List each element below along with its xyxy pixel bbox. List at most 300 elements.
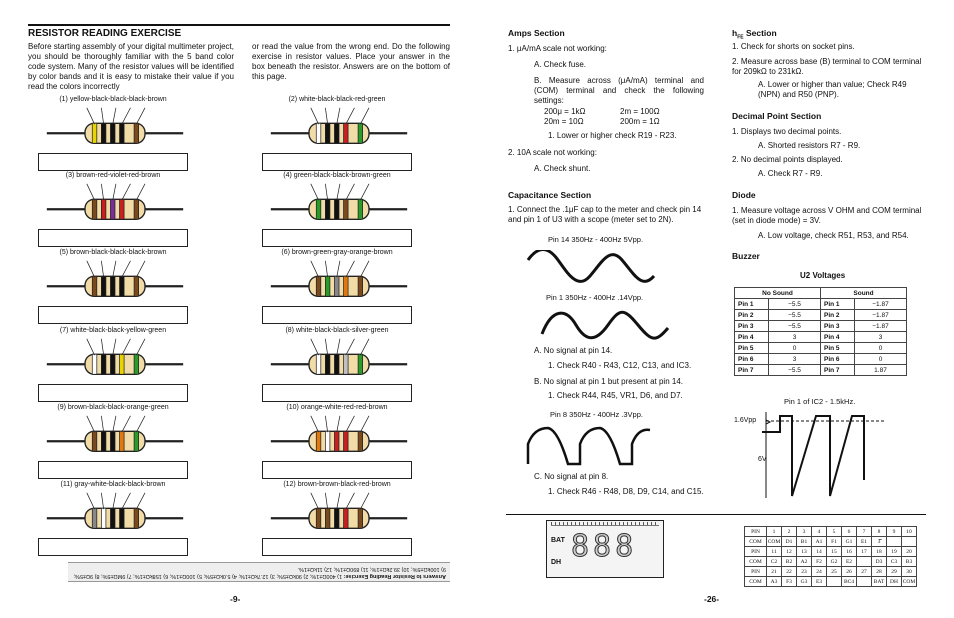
color-band: [344, 508, 349, 528]
color-band: [325, 508, 330, 528]
band-pointer: [87, 493, 95, 509]
pin-row: [745, 547, 917, 557]
u2-row: [735, 321, 907, 332]
band-pointer: [87, 184, 95, 200]
pin-cell: 9: [887, 527, 902, 537]
pin-row: [745, 537, 917, 547]
answer-box[interactable]: [38, 538, 188, 556]
pin-cell: D3: [872, 557, 887, 567]
answer-box[interactable]: [38, 153, 188, 171]
pin-cell: F3: [782, 577, 797, 587]
color-band: [134, 199, 139, 219]
pin-cell: 4: [812, 527, 827, 537]
left-page-number: -9-: [230, 594, 241, 604]
color-band: [134, 123, 139, 143]
u2-row: [735, 310, 907, 321]
amps-item1b: B. Measure across (μA/mA) terminal and (COM) terminal and check the following settings:: [534, 76, 704, 105]
answer-box[interactable]: [38, 306, 188, 324]
pin-row: [745, 567, 917, 577]
answers-panel: [68, 562, 450, 582]
decimal-item2: 2. No decimal points displayed.: [732, 155, 843, 164]
u2-cell: −1.87: [855, 321, 907, 332]
resistor-drawing: [264, 337, 414, 377]
diode-heading: Diode: [732, 190, 756, 200]
color-band: [101, 508, 106, 528]
pin-cell: 8: [872, 527, 887, 537]
sine-wave-014vpp: [538, 308, 678, 342]
pin-cell: E1: [857, 537, 872, 547]
u2-cell: Pin 3: [735, 321, 769, 332]
pin-cell: E3: [812, 577, 827, 587]
color-band: [325, 354, 330, 374]
pin-cell: 24: [812, 567, 827, 577]
amps-setting-2: 2m = 100Ω: [620, 107, 660, 116]
sine-wave-5vpp: [524, 250, 664, 286]
band-pointer: [360, 339, 369, 355]
v6-label: 6V: [758, 456, 767, 463]
band-pointer: [113, 184, 116, 200]
band-pointer: [87, 108, 95, 124]
u2-cell: Pin 6: [821, 354, 855, 365]
resistor-label: (4) green-black-black-brown-green: [283, 172, 391, 179]
resistor-drawing: [40, 491, 190, 531]
pin-cell: F2: [812, 557, 827, 567]
pin-cell: 15: [827, 547, 842, 557]
color-band: [325, 123, 330, 143]
color-band: [358, 508, 363, 528]
pin-cell: G3: [797, 577, 812, 587]
color-band: [334, 354, 339, 374]
color-band: [134, 508, 139, 528]
pin-cell: A2: [797, 557, 812, 567]
answer-box[interactable]: [262, 538, 412, 556]
u2-cell: Pin 4: [735, 332, 769, 343]
band-pointer: [101, 339, 103, 355]
amps-item2: 2. 10A scale not working:: [508, 148, 597, 157]
pin-cell: B2: [782, 557, 797, 567]
band-pointer: [325, 493, 327, 509]
diode-item1: 1. Measure voltage across V OHM and COM terminal (set in diode mode) = 3V.: [732, 206, 922, 225]
band-pointer: [136, 184, 145, 200]
band-pointer: [337, 416, 340, 432]
pin-cell: BC4: [842, 577, 857, 587]
color-band: [316, 354, 321, 374]
color-band: [101, 354, 106, 374]
u2-cell: Pin 1: [735, 299, 769, 310]
u2-cell: Pin 3: [821, 321, 855, 332]
color-band: [120, 123, 125, 143]
resistor-drawing: [264, 491, 414, 531]
color-band: [101, 431, 106, 451]
decimal-item2a: A. Check R7 - R9.: [758, 169, 823, 178]
band-pointer: [101, 261, 103, 277]
lcd-pin-ticks: [551, 522, 659, 526]
u2-cell: 0: [855, 343, 907, 354]
resistor-drawing: [40, 259, 190, 299]
color-band: [120, 199, 125, 219]
cap-b: B. No signal at pin 1 but present at pin 14.: [534, 377, 683, 386]
band-pointer: [325, 339, 327, 355]
resistor-drawing: [40, 414, 190, 454]
amps-setting-1: 200μ = 1kΩ: [544, 107, 586, 116]
answer-box[interactable]: [262, 384, 412, 402]
u2-cell: Pin 7: [821, 365, 855, 376]
cap-wave2-label: Pin 1 350Hz - 400Hz .14Vpp.: [546, 293, 644, 302]
pin-cell: G1: [842, 537, 857, 547]
pin-cell: [857, 577, 872, 587]
band-pointer: [311, 108, 319, 124]
band-pointer: [346, 261, 355, 277]
pin-cell: A1: [812, 537, 827, 547]
cap-a: A. No signal at pin 14.: [534, 346, 613, 355]
pin-cell: [902, 537, 917, 547]
pin-cell: 30: [902, 567, 917, 577]
capacitance-heading: Capacitance Section: [508, 190, 592, 200]
answer-box[interactable]: [262, 229, 412, 247]
pin-cell: F1: [827, 537, 842, 547]
color-band: [92, 199, 97, 219]
band-pointer: [122, 339, 131, 355]
band-pointer: [325, 416, 327, 432]
amps-item1b1: 1. Lower or higher check R19 - R23.: [548, 131, 677, 140]
band-pointer: [101, 108, 103, 124]
resistor-label: (6) brown-green-gray-orange-brown: [281, 249, 393, 256]
color-band: [358, 276, 363, 296]
band-pointer: [122, 184, 131, 200]
cap-a1: 1. Check R40 - R43, C12, C13, and IC3.: [548, 361, 692, 370]
color-band: [92, 123, 97, 143]
pin-cell: PIN: [745, 547, 767, 557]
vpp-label: 1.6Vpp: [734, 417, 757, 424]
band-pointer: [113, 493, 116, 509]
pin-cell: B1: [797, 537, 812, 547]
color-band: [334, 508, 339, 528]
pin-cell: 6: [842, 527, 857, 537]
pin-cell: 21: [767, 567, 782, 577]
pin-cell: 25: [827, 567, 842, 577]
pin-row: [745, 577, 917, 587]
resistor-drawing: [264, 182, 414, 222]
u2-cell: Pin 2: [735, 310, 769, 321]
pin-cell: BAT: [872, 577, 887, 587]
cap-b1: 1. Check R44, R45, VR1, D6, and D7.: [548, 391, 683, 400]
amps-heading: Amps Section: [508, 28, 565, 38]
band-pointer: [311, 493, 319, 509]
color-band: [334, 431, 339, 451]
resistor-label: (1) yellow-black-black-black-brown: [59, 96, 167, 103]
u2-cell: Pin 2: [821, 310, 855, 321]
pin-cell: 3̅̂̅: [872, 537, 887, 547]
color-band: [334, 199, 339, 219]
u2-cell: 0: [769, 343, 821, 354]
u2-cell: Pin 7: [735, 365, 769, 376]
band-pointer: [311, 184, 319, 200]
band-pointer: [346, 493, 355, 509]
diode-item1a: A. Low voltage, check R51, R53, and R54.: [758, 231, 909, 240]
pin-cell: COM: [745, 537, 767, 547]
cap-c1: 1. Check R46 - R48, D8, D9, C14, and C15.: [548, 487, 704, 496]
pin-cell: 26: [842, 567, 857, 577]
band-pointer: [337, 261, 340, 277]
u2-cell: 1.87: [855, 365, 907, 376]
color-band: [358, 354, 363, 374]
hfe-item2: 2. Measure across base (B) terminal to COM terminal for 209kΩ to 231kΩ.: [732, 57, 922, 76]
decimal-heading: Decimal Point Section: [732, 111, 822, 121]
resistor-label: (5) brown-black-black-black-brown: [59, 249, 167, 256]
hfe-item2a: A. Lower or higher than value; Check R49 (NPN) and R50 (PNP).: [758, 80, 907, 99]
cap-wave1-label: Pin 14 350Hz - 400Hz 5Vpp.: [548, 235, 644, 244]
color-band: [344, 199, 349, 219]
color-band: [110, 354, 115, 374]
pin-cell: COM: [745, 577, 767, 587]
u2-cell: −1.87: [855, 310, 907, 321]
band-pointer: [337, 339, 340, 355]
color-band: [316, 508, 321, 528]
color-band: [110, 508, 115, 528]
pin-cell: 17: [857, 547, 872, 557]
band-pointer: [360, 108, 369, 124]
pin-cell: 19: [887, 547, 902, 557]
pin-cell: [857, 557, 872, 567]
band-pointer: [122, 261, 131, 277]
color-band: [134, 354, 139, 374]
pin-cell: 18: [872, 547, 887, 557]
amps-item1a: A. Check fuse.: [534, 60, 587, 69]
pin-cell: G2: [827, 557, 842, 567]
band-pointer: [87, 416, 95, 432]
pin-cell: 7: [857, 527, 872, 537]
answers-text: 1) 400Ω±1%; 2) 90kΩ±5%; 3) 12.7kΩ±1%; 4) 5.0kΩ±5%; 5) 100Ω±1%; 6) 158kΩ±1%; 7) 9MΩ±5%; 8) 9Ω±5%; 9) 100kΩ±5%; 10) 39.2kΩ±1%; 11) 890Ω±1%; 12) 11kΩ±1%.: [73, 566, 446, 579]
band-pointer: [346, 339, 355, 355]
color-band: [134, 431, 139, 451]
cap-wave3-label: Pin 8 350Hz - 400Hz .3Vpp.: [550, 410, 643, 419]
lcd-bat-label: BAT: [551, 537, 565, 544]
pin-cell: C3: [887, 557, 902, 567]
band-pointer: [136, 108, 145, 124]
color-band: [316, 123, 321, 143]
band-pointer: [113, 416, 116, 432]
band-pointer: [101, 184, 103, 200]
pin-cell: 13: [797, 547, 812, 557]
u2-voltages-title: U2 Voltages: [800, 271, 846, 280]
band-pointer: [87, 261, 95, 277]
answer-box[interactable]: [262, 461, 412, 479]
pin-cell: 3: [797, 527, 812, 537]
color-band: [134, 276, 139, 296]
u2-cell: 0: [855, 354, 907, 365]
color-band: [334, 123, 339, 143]
resistor-label: (10) orange-white-red-red-brown: [286, 404, 388, 411]
color-band: [120, 508, 125, 528]
color-band: [101, 199, 106, 219]
resistor-drawing: [40, 337, 190, 377]
band-pointer: [122, 493, 131, 509]
pin-cell: A3: [767, 577, 782, 587]
color-band: [358, 431, 363, 451]
color-band: [325, 431, 330, 451]
band-pointer: [346, 108, 355, 124]
pin-cell: COM: [745, 557, 767, 567]
u2-cell: −5.5: [769, 365, 821, 376]
resistor-drawing: [264, 414, 414, 454]
u2-cell: Pin 6: [735, 354, 769, 365]
band-pointer: [325, 108, 327, 124]
color-band: [316, 276, 321, 296]
color-band: [92, 354, 97, 374]
color-band: [316, 431, 321, 451]
answer-box[interactable]: [38, 461, 188, 479]
hfe-heading-rest: Section: [743, 28, 777, 38]
u2-cell: −5.5: [769, 310, 821, 321]
color-band: [334, 276, 339, 296]
answer-box[interactable]: [262, 153, 412, 171]
pin-cell: C2: [767, 557, 782, 567]
resistor-label: (7) white-black-black-yellow-green: [59, 327, 167, 334]
pin-cell: 20: [902, 547, 917, 557]
color-band: [344, 276, 349, 296]
buzzer-heading: Buzzer: [732, 251, 760, 261]
color-band: [101, 276, 106, 296]
pin-cell: 29: [887, 567, 902, 577]
sawtooth-wave-03vpp: [522, 424, 672, 468]
band-pointer: [360, 493, 369, 509]
resistor-label: (3) brown-red-violet-red-brown: [65, 172, 161, 179]
band-pointer: [136, 339, 145, 355]
resistor-label: (9) brown-black-black-orange-green: [57, 404, 169, 411]
color-band: [110, 199, 115, 219]
u2-cell: 3: [769, 332, 821, 343]
lcd-display: [546, 520, 664, 578]
u2-voltages-table: [734, 287, 907, 376]
color-band: [344, 354, 349, 374]
color-band: [101, 123, 106, 143]
pin-cell: 27: [857, 567, 872, 577]
hfe-heading-sub: FE: [737, 34, 744, 41]
amps-item2a: A. Check shunt.: [534, 164, 591, 173]
resistor-label: (12) brown-brown-black-red-brown: [283, 481, 391, 488]
hfe-heading-h: h: [732, 28, 738, 38]
band-pointer: [325, 261, 327, 277]
lcd-pin-table: [744, 526, 917, 587]
resistor-drawing: [264, 106, 414, 146]
hfe-heading: [732, 28, 777, 41]
u2-cell: 3: [769, 354, 821, 365]
pin-cell: 10: [902, 527, 917, 537]
amps-setting-3: 20m = 10Ω: [544, 117, 584, 126]
band-pointer: [325, 184, 327, 200]
u2-cell: −1.87: [855, 299, 907, 310]
u2-cell: Pin 4: [821, 332, 855, 343]
intro-col2: or read the value from the wrong end. Do the following exercise in resistor values. Place your answer in the box beneath the resistor. Answers are on the bottom of this page.: [252, 42, 450, 81]
color-band: [110, 123, 115, 143]
color-band: [120, 431, 125, 451]
decimal-item1: 1. Displays two decimal points.: [732, 127, 842, 136]
resistor-label: (11) gray-white-black-black-brown: [60, 481, 166, 488]
buzzer-waveform: [760, 410, 890, 502]
cap-item1: 1. Connect the .1μF cap to the meter and check pin 14 and pin 1 of U3 with a scope (meter set to 2N).: [508, 205, 702, 224]
band-pointer: [122, 416, 131, 432]
color-band: [120, 354, 125, 374]
pin-cell: PIN: [745, 567, 767, 577]
band-pointer: [337, 108, 340, 124]
band-pointer: [360, 416, 369, 432]
pin-row: [745, 527, 917, 537]
band-pointer: [311, 261, 319, 277]
pin-cell: PIN: [745, 527, 767, 537]
band-pointer: [101, 493, 103, 509]
pin-cell: E2: [842, 557, 857, 567]
band-pointer: [113, 261, 116, 277]
resistor-drawing: [40, 182, 190, 222]
band-pointer: [122, 108, 131, 124]
answer-box[interactable]: [38, 384, 188, 402]
band-pointer: [311, 416, 319, 432]
pin-row: [745, 557, 917, 567]
band-pointer: [113, 339, 116, 355]
pin-cell: DH: [887, 577, 902, 587]
band-pointer: [101, 416, 103, 432]
color-band: [92, 431, 97, 451]
color-band: [325, 276, 330, 296]
pin-cell: 1: [767, 527, 782, 537]
color-band: [92, 508, 97, 528]
page-title: RESISTOR READING EXERCISE: [28, 28, 182, 39]
hfe-item1: 1. Check for shorts on socket pins.: [732, 42, 855, 51]
col-sound: Sound: [821, 288, 907, 299]
band-pointer: [337, 493, 340, 509]
resistor-drawing: [264, 259, 414, 299]
band-pointer: [346, 184, 355, 200]
u2-cell: 3: [855, 332, 907, 343]
band-pointer: [337, 184, 340, 200]
lcd-dh-label: DH: [551, 559, 562, 566]
answer-box[interactable]: [38, 229, 188, 247]
answer-box[interactable]: [262, 306, 412, 324]
pin-cell: 14: [812, 547, 827, 557]
cap-c: C. No signal at pin 8.: [534, 472, 609, 481]
color-band: [110, 431, 115, 451]
color-band: [344, 123, 349, 143]
u2-row: [735, 354, 907, 365]
answers-title: Answers to Resistor Reading Exercise:: [343, 573, 446, 579]
intro-col1: Before starting assembly of your digital multimeter project, you should be thoroughly familiar with the 5 band color code system. Many of the resistor values will be identified by color bands and it is easy to mistake their value if you read the colors incorrectly: [28, 42, 234, 91]
resistor-label: (2) white-black-black-red-green: [288, 96, 386, 103]
u2-cell: Pin 5: [821, 343, 855, 354]
pin-cell: COM: [902, 578, 916, 585]
color-band: [358, 123, 363, 143]
u2-row: [735, 343, 907, 354]
resistor-label: (8) white-black-black-silver-green: [285, 327, 389, 334]
col-no-sound: No Sound: [735, 288, 821, 299]
band-pointer: [136, 261, 145, 277]
amps-item1: 1. μA/mA scale not working:: [508, 44, 607, 53]
pin-cell: 11: [767, 547, 782, 557]
pin-cell: [827, 577, 842, 587]
color-band: [316, 199, 321, 219]
pin-cell: 16: [842, 547, 857, 557]
u2-cell: Pin 1: [821, 299, 855, 310]
color-band: [325, 199, 330, 219]
color-band: [358, 199, 363, 219]
color-band: [344, 431, 349, 451]
band-pointer: [360, 184, 369, 200]
band-pointer: [136, 416, 145, 432]
color-band: [120, 276, 125, 296]
pin-cell: [887, 537, 902, 547]
u2-row: [735, 299, 907, 310]
band-pointer: [136, 493, 145, 509]
pin-cell: 23: [797, 567, 812, 577]
